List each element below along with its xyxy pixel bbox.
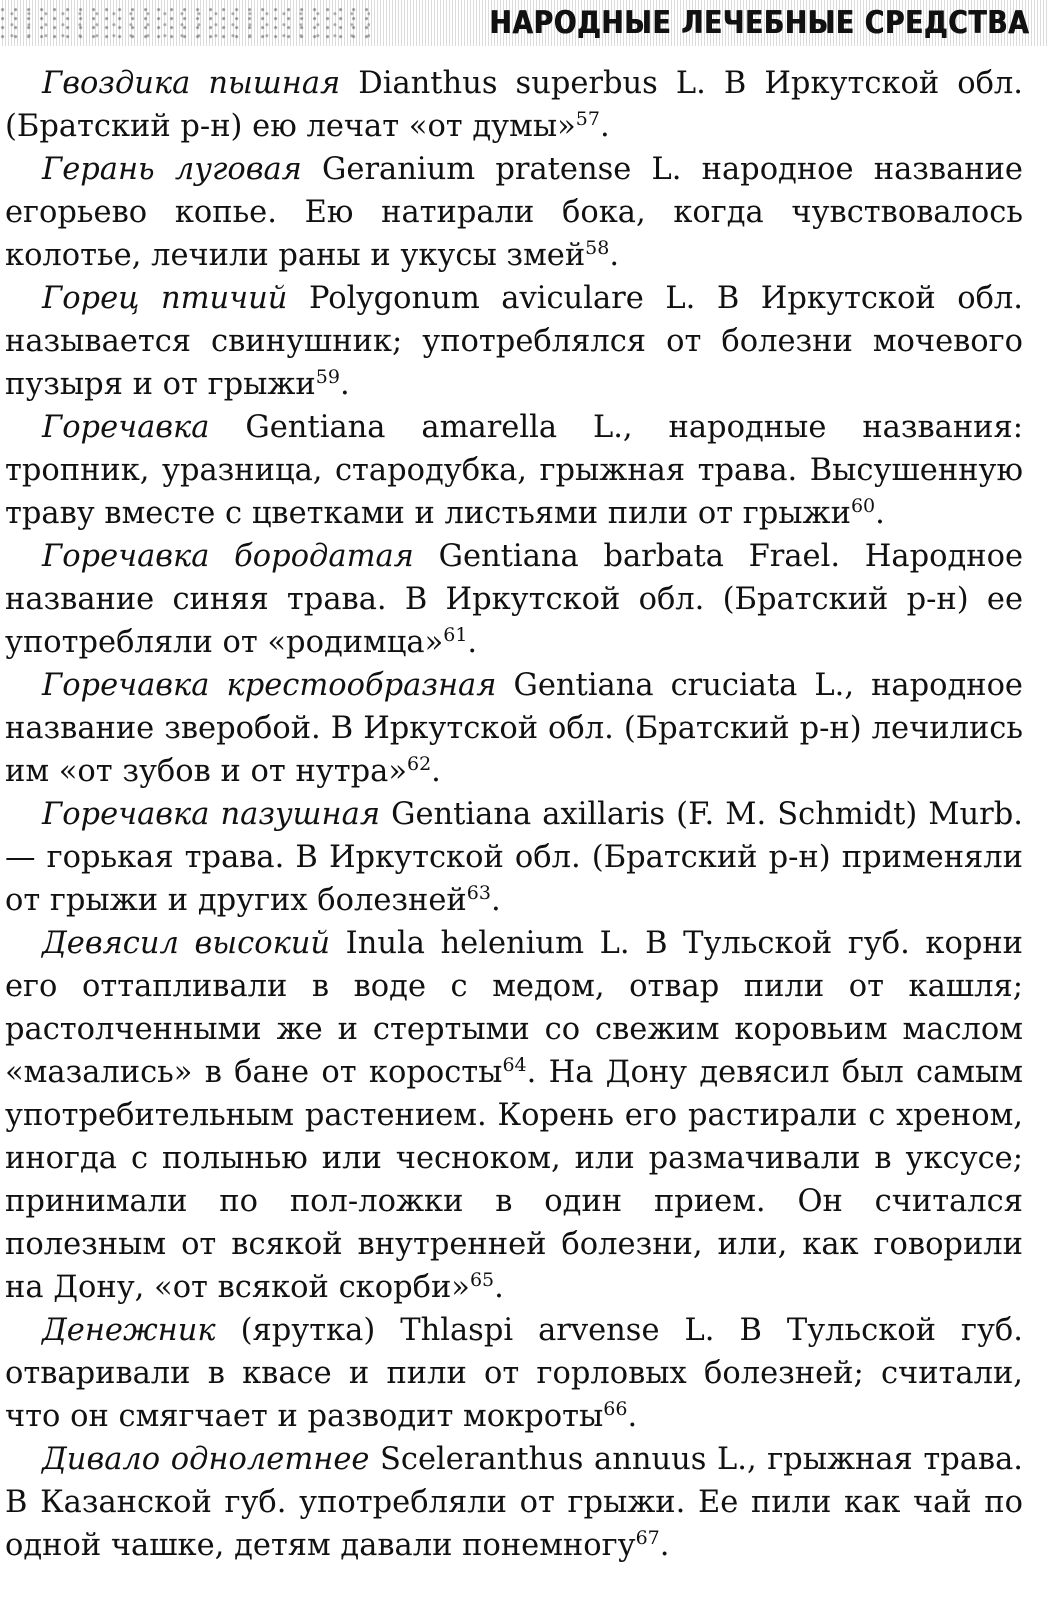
entry-end: . [627, 1399, 638, 1434]
entry-text: Gentiana cruciata L., народное название зверобой. В Иркутской обл. (Братский р-н) лечились им «от зубов и от нутра» [5, 668, 1023, 789]
entry-gorechavka-pazushnaya [5, 793, 1023, 922]
entry-text: Polygonum aviculare L. В Иркутской обл. называется свинушник; употреблялся от болезни мочевого пузыря и от грыжи [5, 281, 1024, 402]
entry-gorechavka-krestoobraznaya [5, 664, 1023, 793]
entry-text: Gentiana axillaris (F. M. Schmidt) Murb. — горькая трава. В Иркутской обл. (Братский р-н) применяли от грыжи и других болезней [5, 797, 1023, 918]
footnote-ref: 67 [635, 1526, 660, 1549]
entry-gorechavka [5, 406, 1023, 535]
entry-term: Горечавка пазушная [42, 797, 381, 832]
entry-text: Inula helenium L. В Тульской губ. корни его оттапливали в воде с медом, отвар пили от кашля; растолченными же и стертыми со свежим коровьим маслом «мазались» в бане от коросты [5, 926, 1024, 1090]
entry-text: Sceleranthus annuus L., грыжная трава. В Казанской губ. употребляли от грыжи. Ее пили как чай по одной чашке, детям давали понемногу [5, 1442, 1023, 1563]
entry-end: . [467, 625, 478, 660]
footnote-ref: 57 [575, 107, 600, 130]
page-body [5, 62, 1023, 1567]
footnote-ref: 60 [850, 494, 876, 517]
footnote-ref: 66 [603, 1397, 628, 1420]
entry-text-continued: . На Дону девясил был самым употребительным растением. Корень его растирали с хреном, иногда с полынью или чесноком, или размачивали в уксусе; принимали по пол-ложки в один прием. Он считался полезным от всякой внутренней болезни, или, как говорили на Дону, «от всякой скорби» [5, 1055, 1023, 1305]
header-texture [0, 6, 370, 40]
entry-end: . [339, 367, 350, 402]
entry-denezhnik [5, 1309, 1023, 1438]
entry-end: . [494, 1270, 504, 1305]
entry-term: Девясил высокий [42, 926, 331, 961]
entry-term: Гвоздика пышная [42, 66, 341, 101]
entry-gorets [5, 277, 1023, 406]
entry-end: . [609, 238, 620, 273]
footnote-ref: 63 [466, 881, 491, 904]
entry-end: . [659, 1528, 670, 1563]
footnote-ref: 61 [443, 623, 468, 646]
entry-text: Gentiana barbata Frael. Народное название синяя трава. В Иркутской обл. (Братский р-н) ее употребляли от «родимца» [5, 539, 1023, 660]
footnote-ref: 64 [502, 1053, 527, 1076]
footnote-ref: 58 [585, 236, 610, 259]
footnote-ref: 62 [406, 752, 432, 775]
running-title: НАРОДНЫЕ ЛЕЧЕБНЫЕ СРЕДСТВА [489, 5, 1029, 41]
entry-term: Горечавка крестообразная [42, 668, 497, 703]
entry-term: Денежник [42, 1313, 216, 1348]
entry-text: Gentiana amarella L., народные названия: тропник, уразница, стародубка, грыжная трава. Высушенную траву вместе с цветками и листьями пили от грыжи [5, 410, 1023, 531]
footnote-ref: 65 [469, 1268, 495, 1291]
entry-divalo [5, 1438, 1023, 1567]
entry-term: Горец птичий [42, 281, 288, 316]
entry-end: . [599, 109, 610, 144]
entry-end: . [875, 496, 885, 531]
entry-geran [5, 148, 1023, 277]
entry-end: . [431, 754, 441, 789]
entry-term: Дивало однолетнее [42, 1442, 370, 1477]
entry-end: . [490, 883, 501, 918]
entry-gorechavka-borodataya [5, 535, 1023, 664]
entry-text: Dianthus superbus L. В Иркутской обл. (Братский р-н) ею лечат «от думы» [5, 66, 1024, 144]
entry-term: Горечавка бородатая [42, 539, 414, 574]
entry-term: Герань луговая [42, 152, 302, 187]
entry-gvozdika [5, 62, 1023, 148]
entry-term: Горечавка [42, 410, 210, 445]
entry-text: Geranium pratense L. народное название егорьево копье. Ею натирали бока, когда чувствовалось колотье, лечили раны и укусы змей [5, 152, 1023, 273]
footnote-ref: 59 [315, 365, 340, 388]
entry-text: (ярутка) Thlaspi arvense L. В Тульской губ. отваривали в квасе и пили от горловых болезней; считали, что он смягчает и разводит мокроты [5, 1313, 1023, 1434]
entry-devyasil [5, 922, 1023, 1309]
running-header [0, 0, 1047, 46]
